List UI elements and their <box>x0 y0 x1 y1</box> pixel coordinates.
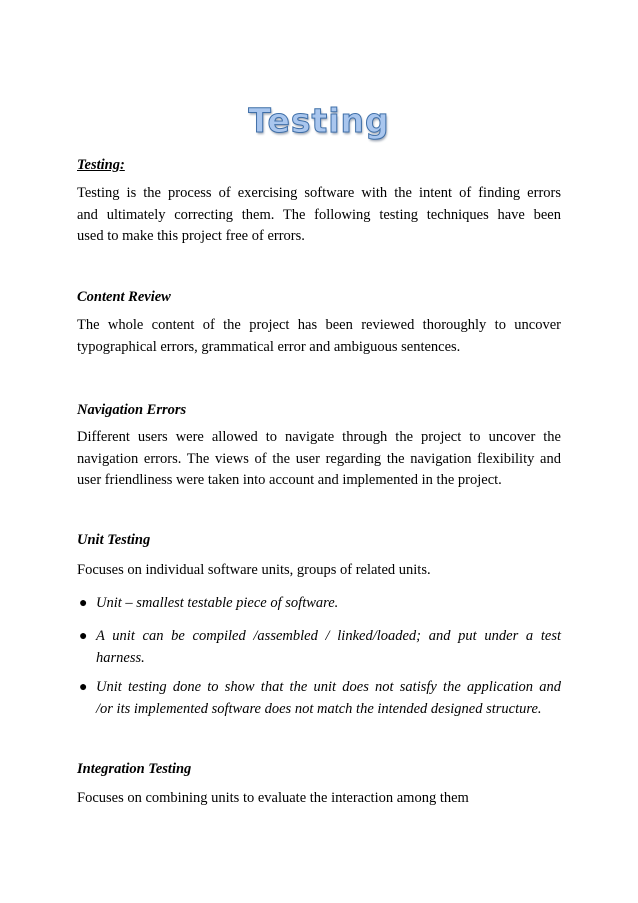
list-item-line: Unit – smallest testable piece of software. <box>96 595 339 611</box>
title-block <box>77 101 561 145</box>
paragraph-line: The whole content of the project has been reviewed thoroughly to uncover <box>77 317 561 333</box>
section-heading-unit-testing: Unit Testing <box>77 532 151 548</box>
paragraph-line: used to make this project free of errors. <box>77 228 305 244</box>
section-heading-integration-testing: Integration Testing <box>77 761 192 777</box>
paragraph-line: navigation errors. The views of the user regarding the navigation flexibility and <box>77 450 561 467</box>
paragraph-navigation-errors <box>77 427 561 492</box>
page-title: Testing <box>248 101 390 140</box>
paragraph-line: Different users were allowed to navigate through the project to uncover the <box>77 429 561 445</box>
list-item-line: /or its implemented software does not match the intended designed structure. <box>96 700 542 717</box>
section-heading-testing: Testing: <box>77 157 125 173</box>
paragraph-line: user friendliness were taken into account and implemented in the project. <box>77 472 502 488</box>
paragraph-line: Testing is the process of exercising software with the intent of finding errors <box>77 185 561 201</box>
section-heading-content-review: Content Review <box>77 289 171 305</box>
paragraph-content-review <box>77 315 561 358</box>
bullet-icon: ● <box>79 680 88 695</box>
paragraph-line: Focuses on individual software units, groups of related units. <box>77 562 431 578</box>
paragraph-line: typographical errors, grammatical error and ambiguous sentences. <box>77 338 461 355</box>
bullet-icon: ● <box>79 596 88 611</box>
paragraph-line: and ultimately correcting them. The following testing techniques have been <box>77 206 561 223</box>
list-item-line: Unit testing done to show that the unit does not satisfy the application and <box>96 679 561 695</box>
paragraph-integration-testing <box>77 788 561 810</box>
paragraph-unit-testing <box>77 560 561 582</box>
list-item-line: harness. <box>96 649 145 666</box>
list-item-line: A unit can be compiled /assembled / linked/loaded; and put under a test <box>96 628 561 644</box>
bullet-icon: ● <box>79 629 88 644</box>
section-heading-navigation-errors: Navigation Errors <box>77 402 187 418</box>
paragraph-testing <box>77 183 561 248</box>
paragraph-line: Focuses on combining units to evaluate the interaction among them <box>77 790 469 806</box>
